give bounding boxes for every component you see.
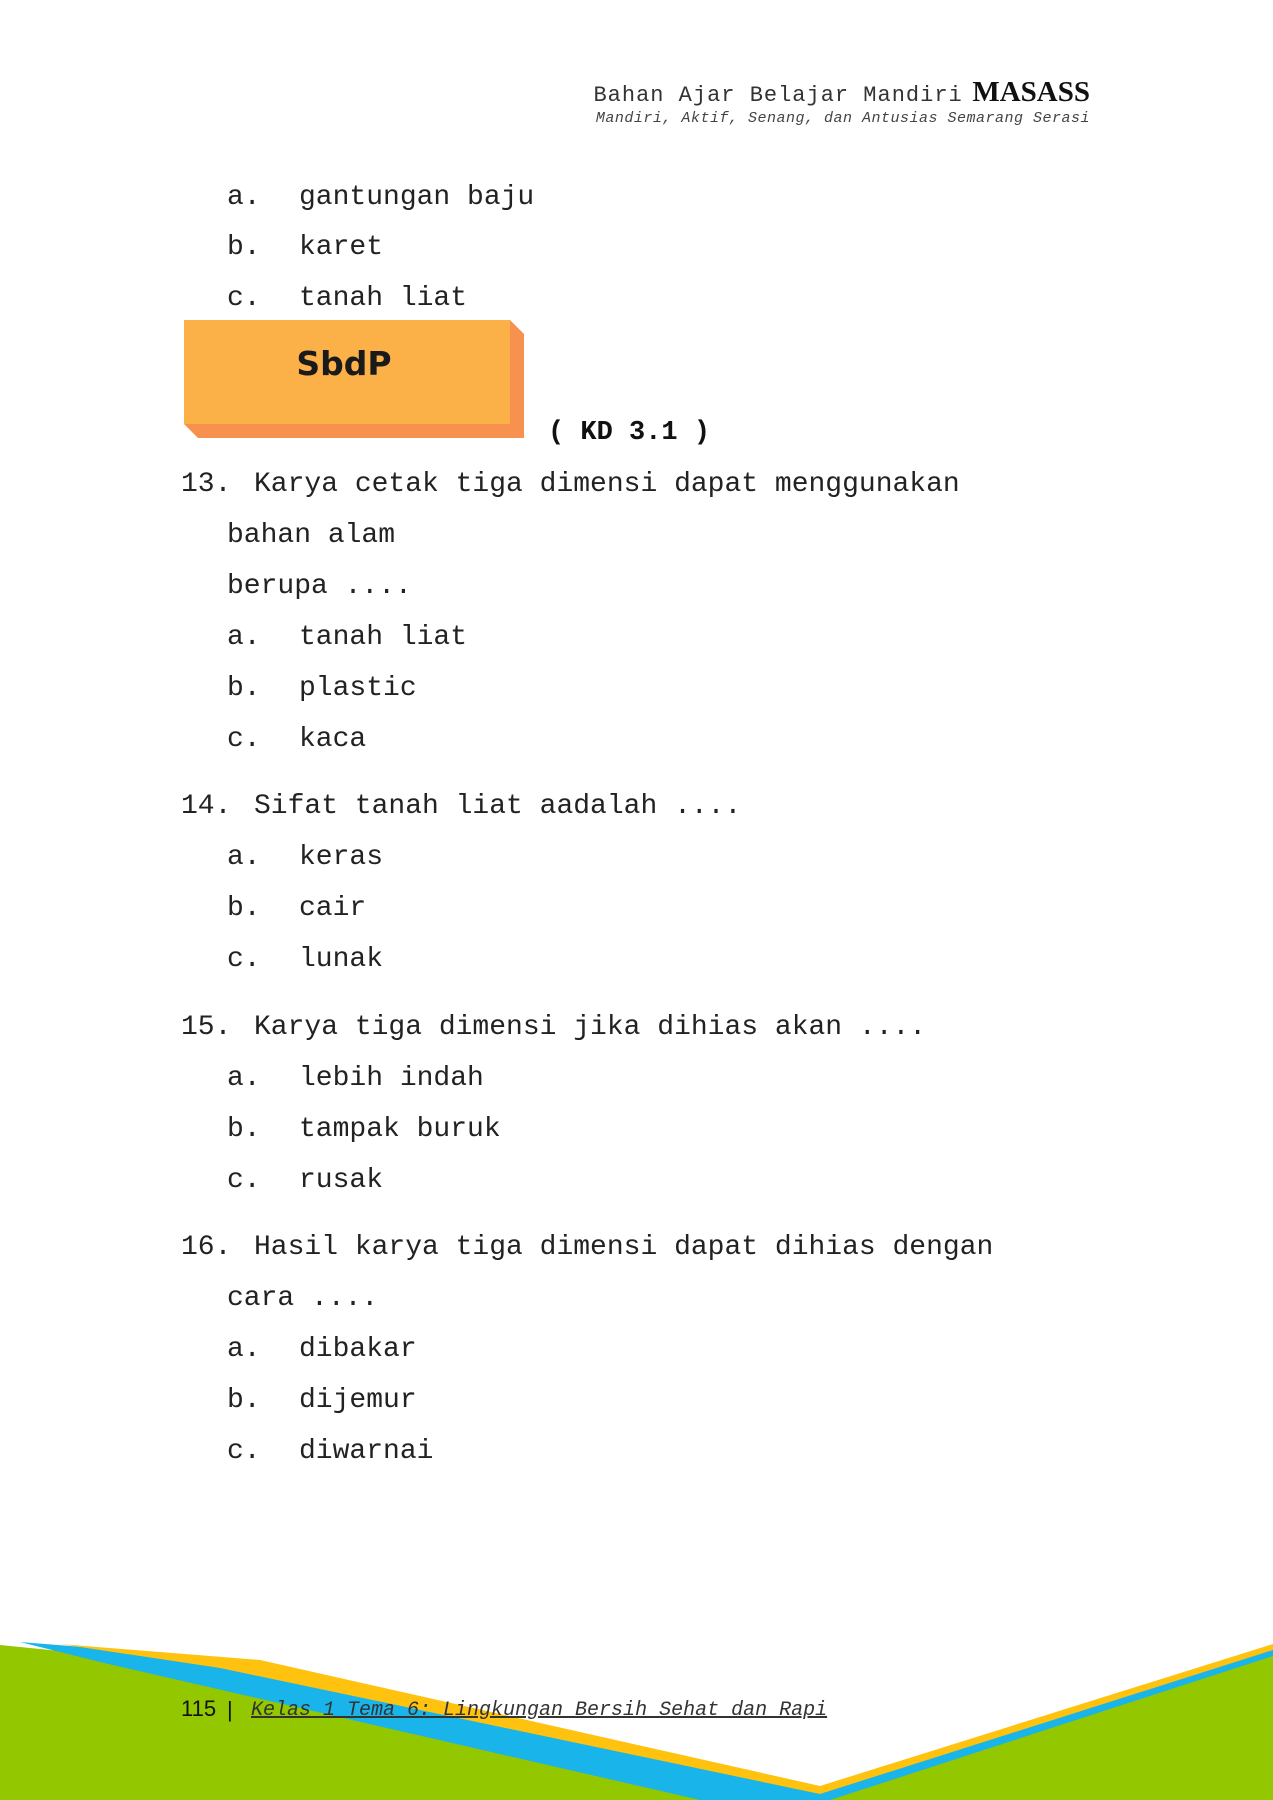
option-letter: a. [227, 182, 261, 213]
question-14 [181, 791, 741, 822]
option-letter: b. [227, 673, 261, 704]
list-item [227, 1165, 383, 1196]
question-number: 15. [181, 1012, 232, 1043]
question-text: Karya tiga dimensi jika dihias akan .... [254, 1012, 927, 1043]
list-item [227, 673, 417, 704]
page-header [593, 76, 1090, 127]
option-text: lebih indah [299, 1063, 484, 1094]
footer-text: Kelas 1 Tema 6: Lingkungan Bersih Sehat dan Rapi [251, 1699, 828, 1722]
list-item [227, 724, 366, 755]
option-letter: a. [227, 1334, 261, 1365]
question-number: 16. [181, 1232, 232, 1263]
option-text: tanah liat [299, 622, 468, 653]
list-item [227, 1334, 417, 1365]
list-item [227, 1063, 484, 1094]
option-letter: b. [227, 232, 261, 263]
option-letter: b. [227, 1114, 261, 1145]
question-text: Hasil karya tiga dimensi dapat dihias dengan [254, 1232, 994, 1263]
option-letter: b. [227, 1385, 261, 1416]
question-text-cont: berupa .... [227, 571, 412, 602]
header-brand: MASASS [972, 76, 1090, 108]
question-number: 13. [181, 469, 232, 500]
list-item [227, 893, 366, 924]
option-letter: b. [227, 893, 261, 924]
header-subtitle: Mandiri, Aktif, Senang, dan Antusias Semarang Serasi [595, 110, 1090, 127]
option-text: cair [299, 893, 367, 924]
question-text-cont: bahan alam [227, 520, 396, 551]
option-letter: c. [227, 724, 261, 755]
option-text: plastic [299, 673, 417, 704]
list-item [227, 1114, 501, 1145]
question-13 [181, 469, 960, 500]
question-16 [181, 1232, 993, 1263]
option-letter: c. [227, 1436, 261, 1467]
question-number: 14. [181, 791, 232, 822]
list-item [227, 232, 383, 263]
page-separator: | [227, 1697, 233, 1722]
list-item [227, 622, 467, 653]
option-text: gantungan baju [299, 182, 535, 213]
option-letter: c. [227, 944, 261, 975]
option-text: lunak [299, 944, 384, 975]
subject-badge [184, 320, 524, 438]
list-item [227, 1436, 433, 1467]
option-text: tanah liat [299, 283, 468, 314]
question-text: Sifat tanah liat aadalah .... [254, 791, 742, 822]
option-text: dibakar [299, 1334, 417, 1365]
option-text: karet [299, 232, 384, 263]
badge-label: SbdP [296, 343, 392, 383]
option-text: dijemur [299, 1385, 417, 1416]
option-letter: c. [227, 283, 261, 314]
header-title-line [593, 76, 1090, 109]
badge-face [184, 320, 510, 424]
option-text: keras [299, 842, 384, 873]
question-text-cont: cara .... [227, 1283, 379, 1314]
list-item [227, 842, 383, 873]
option-text: tampak buruk [299, 1114, 501, 1145]
option-text: diwarnai [299, 1436, 434, 1467]
question-text: Karya cetak tiga dimensi dapat menggunakan [254, 469, 960, 500]
option-text: kaca [299, 724, 367, 755]
list-item [227, 182, 534, 213]
question-15 [181, 1012, 926, 1043]
list-item [227, 944, 383, 975]
option-letter: a. [227, 1063, 261, 1094]
list-item [227, 283, 467, 314]
option-letter: a. [227, 622, 261, 653]
option-letter: c. [227, 1165, 261, 1196]
list-item [227, 1385, 417, 1416]
option-text: rusak [299, 1165, 384, 1196]
kd-label: ( KD 3.1 ) [548, 418, 711, 448]
header-title: Bahan Ajar Belajar Mandiri [593, 83, 963, 108]
option-letter: a. [227, 842, 261, 873]
page-number: 115 [181, 1696, 217, 1721]
